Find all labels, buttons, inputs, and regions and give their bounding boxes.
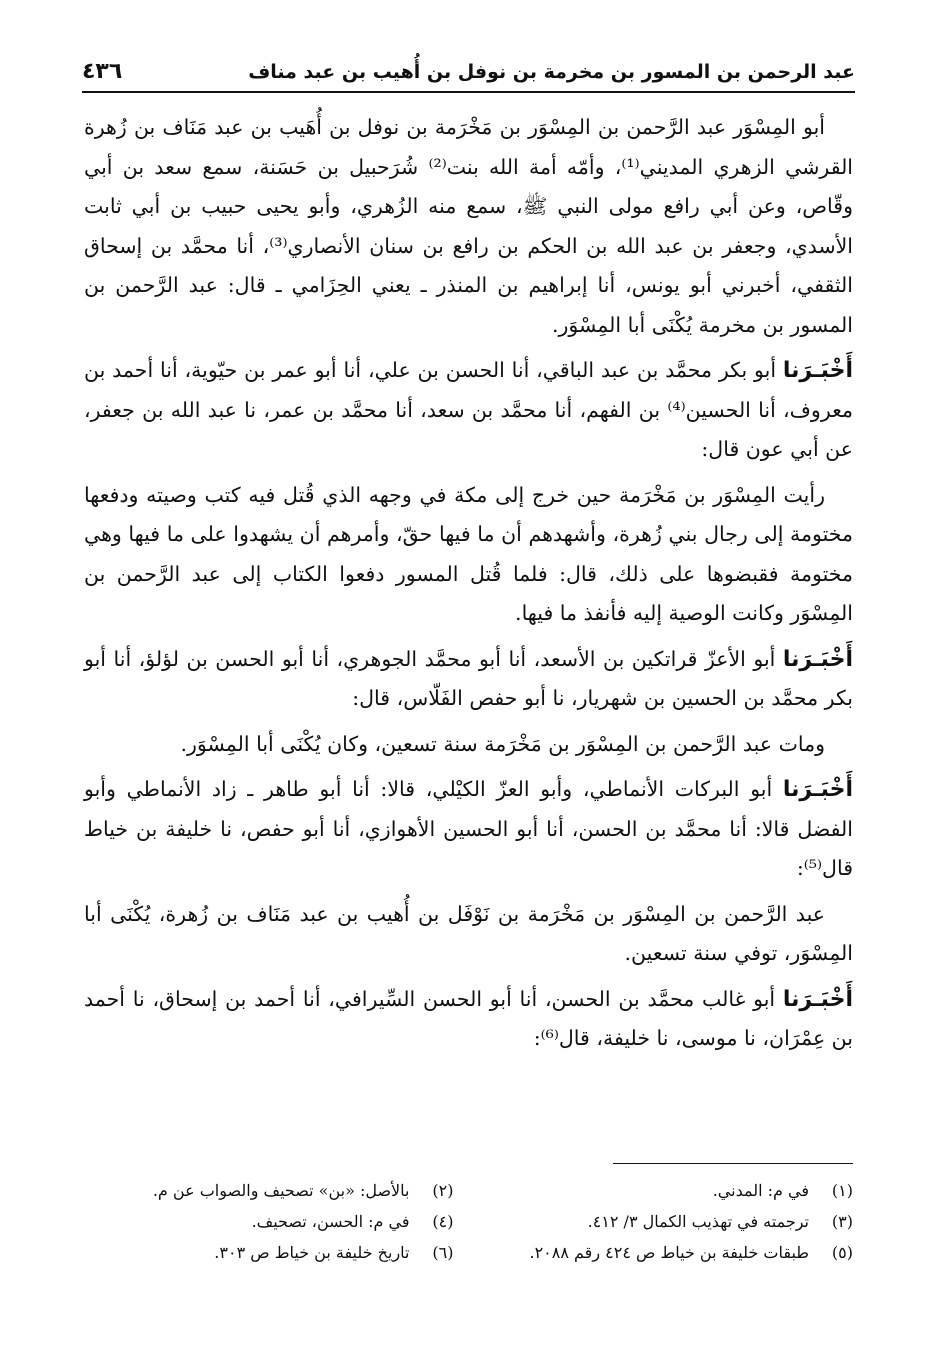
akhbarana-lead: أَخْبَـرَنا (782, 986, 853, 1012)
header-rule (82, 91, 855, 93)
footnotes (84, 1176, 853, 1267)
footnote: (٦) تاريخ خليفة بن خياط ص ٣٠٣. (214, 1243, 454, 1262)
paragraph: أَخْبَـرَنا أبو الأعزّ قراتكين بن الأسعد، أنا أبو محمَّد الجوهري، أنا أبو الحسن بن لؤلؤ، أنا أبو بكر محمَّد بن الحسين بن شهريار، نا أبو حفص الفَلّاس، قال: (84, 646, 853, 710)
footnote-rule (613, 1163, 853, 1164)
paragraph: ومات عبد الرَّحمن بن المِسْوَر بن مَخْرَمة سنة تسعين، وكان يُكْنَى أبا المِسْوَر. (180, 731, 825, 756)
paragraph: رأيت المِسْوَر بن مَخْرَمة حين خرج إلى مكة في وجهه الذي قُتل فيه كتب وصيته ودفعها مختومة إلى رجال بني زُهرة، وأشهدهم أن ما فيها حقّ، وأمرهم أن يشهدوا على ما فيها وهي مختومة فقبضوها على ذلك، قال: فلما قُتل المسور دفعوا الكتاب إلى عبد الرَّحمن بن المِسْوَر وكانت الوصية إليه فأنفذ ما فيها. (84, 482, 853, 625)
main-text (84, 108, 853, 1065)
paragraph: أَخْبَـرَنا أبو بكر محمَّد بن عبد الباقي، أنا الحسن بن علي، أنا أبو عمر بن حيّوية، أنا أحمد بن معروف، أنا الحسين⁽⁴⁾ بن الفهم، أنا محمَّد بن سعد، أنا محمَّد بن عمر، نا عبد الله بن جعفر، عن أبي عون قال: (84, 358, 854, 461)
footnote: (١) في م: المدني. (712, 1181, 853, 1200)
akhbarana-lead: أَخْبَـرَنا (782, 358, 853, 383)
footnote: (٣) ترجمته في تهذيب الكمال ٣/ ٤١٢. (587, 1212, 853, 1231)
akhbarana-lead: أَخْبَـرَنا (782, 777, 853, 802)
akhbarana-lead: أَخْبَـرَنا (782, 646, 853, 672)
running-title: عبد الرحمن بن المسور بن مخرمة بن نوفل بن أُهيب بن عبد مناف (248, 61, 855, 83)
paragraph: أَخْبَـرَنا أبو غالب محمَّد بن الحسن، أنا أبو الحسن السِّيرافي، أنا أحمد بن إسحاق، نا أحمد بن عِمْرَان، نا موسى، نا خليفة، قال⁽⁶⁾: (84, 986, 853, 1050)
footnote: (٤) في م: الحسن، تصحيف. (251, 1212, 454, 1231)
page-number: ٤٣٦ (82, 59, 123, 84)
paragraph: أَخْبَـرَنا أبو البركات الأنماطي، وأبو العزّ الكيْلي، قالا: أنا أبو طاهر ـ زاد الأنماطي وأبو الفضل قالا: أنا محمَّد بن الحسن، أنا أبو الحسين الأهوازي، أنا أبو حفص، نا خليفة بن خياط قال⁽⁵⁾: (84, 777, 853, 880)
footnote: (٢) بالأصل: «بن» تصحيف والصواب عن م. (152, 1181, 454, 1200)
paragraph: أبو المِسْوَر عبد الرَّحمن بن المِسْوَر بن مَخْرَمة بن نوفل بن أُهَيب بن عبد مَنَاف بن زُهرة القرشي الزهري المديني⁽¹⁾، وأمّه أمة الله بنت⁽²⁾ شُرَحبيل بن حَسَنة، سمع سعد بن أبي وقّاص، وعن أبي رافع مولى النبي ﷺ، سمع منه الزُهري، وأبو يحيى حبيب بن أبي ثابت الأسدي، وجعفر بن عبد الله بن الحكم بن رافع بن سنان الأنصاري⁽³⁾، أنا محمَّد بن إسحاق الثقفي، أخبرني أبو يونس، أنا إبراهيم بن المنذر ـ يعني الحِزَامي ـ قال: عبد الرَّحمن بن المسور بن مخرمة يُكْنَى أبا المِسْوَر. (84, 115, 854, 337)
page-header (82, 46, 855, 90)
paragraph: عبد الرَّحمن بن المِسْوَر بن مَخْرَمة بن نَوْفَل بن أُهيب بن عبد مَنَاف بن زُهرة، يُكْنَى أبا المِسْوَر، توفي سنة تسعين. (84, 901, 853, 965)
footnote: (٥) طبقات خليفة بن خياط ص ٤٢٤ رقم ٢٠٨٨. (529, 1243, 853, 1262)
